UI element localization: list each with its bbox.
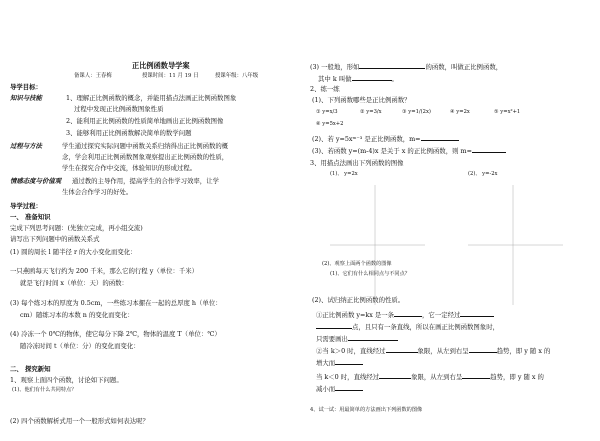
definition-line-b xyxy=(318,74,398,83)
question-1: (1) 圆的周长 l 随半径 r 的大小变化而变化： xyxy=(10,248,137,256)
property-line-2 xyxy=(316,322,499,331)
practice-heading: 2、练一练 xyxy=(310,85,340,93)
practice-question-3-text: (3)、若函数 y=(m-4)x 是关于 x 的正比例函数，则 m= xyxy=(312,147,472,155)
question-4b: 随冷冻时间 t（单位：分）的变化而变化： xyxy=(20,342,140,350)
coefficient-suffix: 。 xyxy=(391,75,398,83)
emotion-goal-1: 通过教的主导作用，提高学生的合作学习效率，让学 xyxy=(72,177,219,185)
prep-heading: 一、 准备知识 xyxy=(10,213,51,221)
try-heading: 4、试一试：用最简单的方法画出下列函数的图像 xyxy=(310,407,423,413)
question-2a: 一只燕鸥每天飞行约为 200 千米，那么它的行程 y（单位：千米） xyxy=(10,267,199,275)
summary-heading: (2)、试归纳正比例函数的性质。 xyxy=(312,296,405,304)
explore-heading: 二、 探究新知 xyxy=(10,365,51,373)
author-info: 备课人：王春梅 xyxy=(74,73,112,79)
date-info: 授课时间：11 月 19 日 xyxy=(142,73,199,79)
property-blank-1[interactable] xyxy=(394,310,422,317)
m-answer-blank-2[interactable] xyxy=(472,146,506,153)
property-blank-5[interactable] xyxy=(386,346,418,353)
process-goal-3: 学生在探究合作中交流，体验知识的形成过程。 xyxy=(62,164,197,172)
draw-heading: 3、用描点法画出下列函数的图像 xyxy=(310,159,404,167)
observe-heading: (2)、观察上面两个函数的图像 xyxy=(322,261,392,267)
property-blank-10[interactable] xyxy=(335,384,363,391)
draw-function-2: (2)、 y=-2x xyxy=(468,171,498,177)
property-4-prefix: ②当 k＞0 时，直线经过 xyxy=(316,347,386,355)
graph-area-1[interactable] xyxy=(320,180,430,310)
explore-question-1: 1、观察上面四个函数，讨论如下问题。 xyxy=(10,376,123,384)
emotion-label: 情感态度与价值观 xyxy=(10,177,62,185)
practice-question-3 xyxy=(312,146,506,155)
question-4a: (4) 冷冻一个 0℃的物体，使它每分下降 2℃，物体的温度 T（单位：℃） xyxy=(10,330,221,338)
property-blank-6[interactable] xyxy=(469,346,497,353)
coefficient-prefix: 其中 k 叫做 xyxy=(318,75,352,83)
property-1-middle: ，它一定经过 xyxy=(422,311,461,319)
property-6-suffix: 趋势，即 y 随 x 的 xyxy=(490,373,544,381)
prep-instruction-1: 完成下列思考问题：(先独立完成，再小组交流) xyxy=(10,224,143,232)
process-heading: 导学过程： xyxy=(10,202,42,210)
property-1-prefix: ①正比例函数 y=kx 是一条 xyxy=(316,311,395,319)
property-line-5 xyxy=(316,358,363,367)
coefficient-blank[interactable] xyxy=(352,74,392,81)
process-label: 过程与方法 xyxy=(10,142,42,150)
knowledge-goal-1b: 过程中发现正比例函数图象性质 xyxy=(74,105,164,113)
knowledge-goal-3: 3、能够利用正比例函数解决简单的数学问题 xyxy=(66,129,192,137)
option-6: ⑥ y=5x+2 xyxy=(316,121,344,127)
definition-line-a xyxy=(310,62,502,71)
property-blank-9[interactable] xyxy=(462,372,490,379)
process-goal-2: 念，学会利用正比例函数图象观察提出正比例函数的性质， xyxy=(62,153,229,161)
option-1: ① y=x/3 xyxy=(316,109,338,115)
explore-question-1a: (1)、他们有什么共同特点？ xyxy=(12,387,77,393)
knowledge-label: 知识与技能 xyxy=(10,94,42,102)
property-4-middle: 象限，从左到右呈 xyxy=(417,347,469,355)
observe-question: (1)、它们有什么相同点与不同点？ xyxy=(330,271,410,277)
property-6-prefix: 当 k＜0 时，直线经过 xyxy=(316,373,380,381)
definition-blank[interactable] xyxy=(359,62,425,69)
page-title: 正比例函数导学案 xyxy=(132,61,190,70)
m-answer-blank-1[interactable] xyxy=(421,134,459,141)
explore-question-2: (2) 四个函数解析式用一个一般形式如何表达呢？ xyxy=(10,417,149,425)
question-2b: 就是飞行时间 x（单位：天）的函数： xyxy=(20,279,128,287)
prep-instruction-2: 请写出下列问题中的函数关系式 xyxy=(10,235,100,243)
property-line-1 xyxy=(316,310,494,319)
property-line-3 xyxy=(316,334,398,343)
property-5-text: 增大而 xyxy=(316,359,336,367)
grade-info: 授课年级：八年级 xyxy=(215,73,259,79)
property-6-middle: 象限，从左到右呈 xyxy=(411,373,463,381)
goals-heading: 导学目标： xyxy=(10,83,42,91)
draw-function-1: (1)、 y=2x xyxy=(330,171,358,177)
knowledge-goal-1a: 1、理解正比例函数的概念，并能用描点法画正比例函数图象 xyxy=(66,94,237,102)
definition-prefix: (3) 一般地，形如 xyxy=(310,63,360,71)
practice-question-2 xyxy=(312,134,459,143)
process-goal-1: 学生通过探究实际问题中函数关系归纳得出正比例函数的概 xyxy=(62,142,229,150)
option-2: ② y=3/x xyxy=(360,109,382,115)
property-blank-8[interactable] xyxy=(379,372,411,379)
property-blank-2[interactable] xyxy=(460,310,494,317)
graph-area-2[interactable] xyxy=(458,180,568,310)
question-3a: (3) 每个练习本的厚度为 0.5cm，一些练习本摞在一起的总厚度 h（单位： xyxy=(10,299,222,307)
property-line-4 xyxy=(316,346,550,355)
property-line-7 xyxy=(316,384,363,393)
option-4: ④ y=2x xyxy=(450,109,470,115)
property-blank-3[interactable] xyxy=(316,322,352,329)
practice-question-1: (1)、下列函数哪些是正比例函数？ xyxy=(312,96,411,104)
option-5: ⑤ y=x²+1 xyxy=(494,109,521,115)
property-blank-4[interactable] xyxy=(348,334,398,341)
option-3: ③ y=1/(2x) xyxy=(402,109,431,115)
practice-question-2-text: (2)、若 y=5xᵐ⁻³ 是正比例函数，m= xyxy=(312,135,421,143)
knowledge-goal-2: 2、能利用正比例函数的性质简单地画出正比例函数图像 xyxy=(66,117,224,125)
definition-suffix: 的函数，叫做正比例函数， xyxy=(425,63,503,71)
property-blank-7[interactable] xyxy=(335,358,363,365)
property-line-6 xyxy=(316,372,544,381)
right-column xyxy=(300,0,600,441)
emotion-goal-2: 生体会合作学习的好处。 xyxy=(62,188,133,196)
property-3-text: 只需要画出 xyxy=(316,335,348,343)
question-3b: cm）随练习本的本数 n 的变化而变化： xyxy=(20,311,134,319)
left-column xyxy=(0,0,298,441)
property-2-text: 点，且只有一条直线，所以在画正比例函数图象时， xyxy=(352,323,499,331)
property-7-text: 减小而 xyxy=(316,385,336,393)
property-4-suffix: 趋势，即 y 随 x 的 xyxy=(496,347,551,355)
